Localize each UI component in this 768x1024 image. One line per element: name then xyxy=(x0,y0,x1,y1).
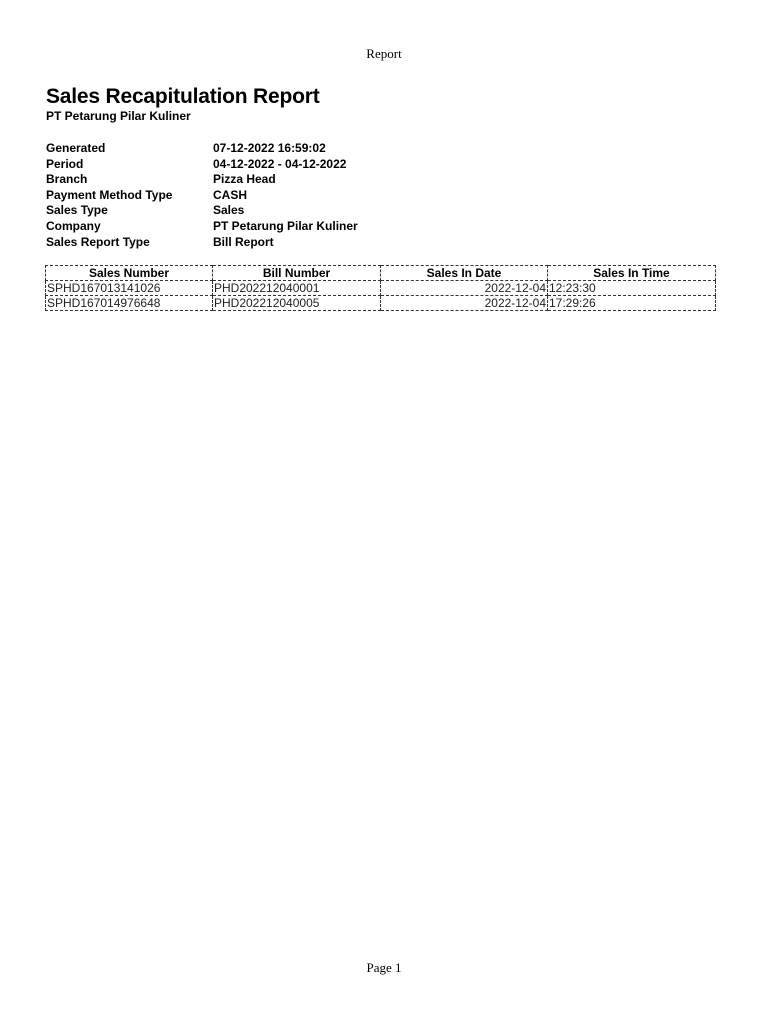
cell-bill-number: PHD202212040001 xyxy=(213,281,381,296)
column-header-bill-number: Bill Number xyxy=(213,266,381,281)
meta-label: Generated xyxy=(46,141,106,155)
cell-sales-in-time: 12:23:30 xyxy=(548,281,716,296)
meta-value: Pizza Head xyxy=(213,172,276,187)
table-header-row xyxy=(46,266,716,281)
column-header-sales-in-date: Sales In Date xyxy=(381,266,548,281)
meta-row-sales-report-type xyxy=(46,235,473,251)
column-header-sales-in-time: Sales In Time xyxy=(548,266,716,281)
cell-sales-number: SPHD167014976648 xyxy=(46,296,213,311)
meta-label: Company xyxy=(46,218,101,233)
table-row xyxy=(46,296,716,311)
meta-row-company xyxy=(46,219,473,235)
page-footer: Page 1 xyxy=(366,960,402,975)
meta-value: CASH xyxy=(213,187,248,202)
meta-row-generated xyxy=(46,141,473,157)
meta-row-sales-type xyxy=(46,203,473,219)
report-company: PT Petarung Pilar Kuliner xyxy=(46,109,191,123)
meta-label: Period xyxy=(46,156,84,171)
meta-row-branch xyxy=(46,172,473,188)
meta-value: Bill Report xyxy=(213,234,274,249)
meta-value: 04-12-2022 - 04-12-2022 xyxy=(213,156,347,171)
table-row xyxy=(46,281,716,296)
cell-sales-in-time: 17:29:26 xyxy=(548,296,716,311)
cell-bill-number: PHD202212040005 xyxy=(213,296,381,311)
meta-value: Sales xyxy=(213,203,245,218)
cell-sales-number: SPHD167013141026 xyxy=(46,281,213,296)
meta-label: Payment Method Type xyxy=(46,187,173,202)
meta-row-payment-method-type xyxy=(46,188,473,204)
cell-sales-in-date: 2022-12-04 xyxy=(381,281,548,296)
meta-value: 07-12-2022 16:59:02 xyxy=(213,141,326,155)
cell-sales-in-date: 2022-12-04 xyxy=(381,296,548,311)
report-title: Sales Recapitulation Report xyxy=(46,85,320,108)
meta-row-period xyxy=(46,157,473,173)
report-meta xyxy=(46,141,473,250)
meta-label: Sales Type xyxy=(46,203,108,218)
column-header-sales-number: Sales Number xyxy=(46,266,213,281)
meta-value: PT Petarung Pilar Kuliner xyxy=(213,218,358,233)
page-header: Report xyxy=(366,46,402,61)
sales-table xyxy=(45,265,716,311)
meta-label: Branch xyxy=(46,172,88,187)
meta-label: Sales Report Type xyxy=(46,234,150,249)
